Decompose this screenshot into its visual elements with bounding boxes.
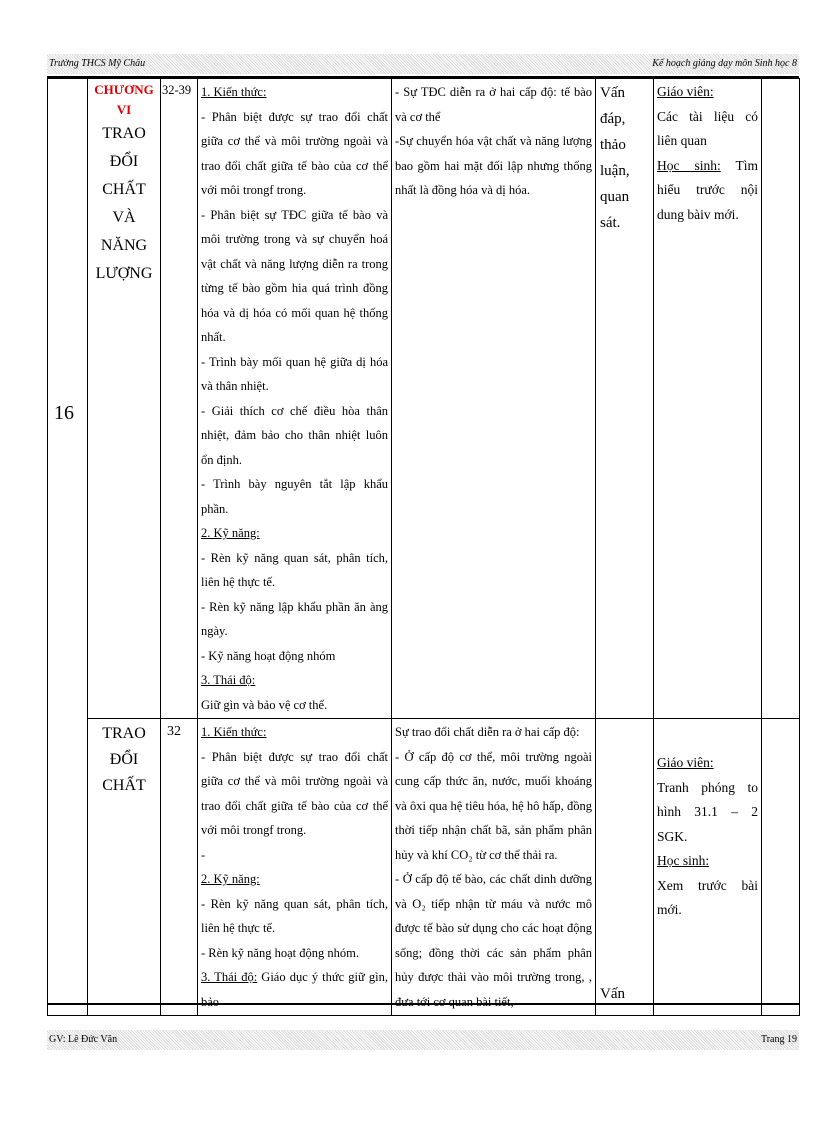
content-item: -Sự chuyển hóa vật chất và năng lượng bao gồm hai mặt đối lập nhưng thống nhất là đồng hóa và dị hóa.	[395, 134, 592, 197]
content-cell	[392, 719, 596, 1016]
teacher-name: GV: Lê Đức Văn	[49, 1034, 118, 1045]
table-row	[48, 719, 800, 1016]
attitude-heading: 3. Thái độ:	[201, 673, 256, 687]
teacher-label: Giáo viên:	[657, 84, 714, 99]
method-word: đáp,	[600, 111, 626, 127]
methods-cell: Vấn	[596, 719, 654, 1016]
content-item: - Ở cấp độ cơ thể, môi trường ngoài cung cấp thức ăn, nước, muối khoáng và ôxi qua hệ tiêu hóa, hệ hô hấp, đồng thời tiếp nhận chất bã, sản phẩm phân hủy và khí CO₂ từ cơ thể thải ra.	[395, 749, 592, 862]
student-prep	[657, 154, 758, 228]
teacher-prep: Các tài liệu có liên quan	[657, 108, 758, 148]
student-label: Học sinh:	[657, 853, 710, 868]
knowledge-heading: 1. Kiến thức:	[201, 85, 267, 99]
methods-cell	[596, 79, 654, 719]
table-row	[48, 79, 800, 719]
skill-item: - Rèn kỹ năng hoạt động nhóm.	[201, 945, 359, 960]
method-word: luận,	[600, 163, 630, 179]
knowledge-item: - Trình bày nguyên tắt lập khẩu phần.	[201, 477, 388, 516]
period-range: 32	[161, 719, 198, 1016]
objectives-cell	[198, 719, 392, 1016]
student-label: Học sinh:	[657, 157, 721, 173]
attitude-heading: 3. Thái độ:	[201, 970, 258, 984]
knowledge-item: - Giải thích cơ chế điều hòa thân nhiệt, đảm bảo cho thân nhiệt luôn ổn định.	[201, 403, 388, 467]
method-word: Vấn	[600, 85, 625, 101]
method-word: sát.	[600, 215, 621, 231]
preparation-cell	[654, 79, 762, 719]
objectives-cell	[198, 79, 392, 719]
knowledge-item: -	[201, 847, 206, 862]
knowledge-item: - Phân biệt được sự trao đổi chất giữa cơ thể và môi trường ngoài và trao đổi chất giữa tế bào của cơ thể với môi trongf trong.	[201, 109, 388, 197]
knowledge-item: - Trình bày mối quan hệ giữa dị hóa và thân nhiệt.	[201, 354, 388, 393]
attitude-text: Giáo dục ý thức giữ gìn, bảo	[201, 970, 388, 1009]
chapter-title-line: CHẤT VÀ	[102, 181, 146, 226]
student-prep-text: Tìm hiểu trước nội dung bàiv mới.	[657, 157, 758, 222]
chapter-title-line: NĂNG	[100, 237, 148, 254]
period-range: 32-39	[161, 79, 198, 719]
skill-item: - Kỹ năng hoạt động nhóm	[201, 648, 336, 663]
teacher-label: Giáo viên:	[657, 755, 714, 770]
knowledge-item: - Phân biệt được sự trao đổi chất giữa cơ thể và môi trường ngoài và trao đổi chất giữa tế bào của cơ thể với môi trongf trong.	[201, 749, 388, 837]
skill-item: - Rèn kỹ năng quan sát, phân tích, liên hệ thực tế.	[201, 550, 388, 589]
content-item: - Sự TĐC diễn ra ở hai cấp độ: tế bào và cơ thể	[395, 85, 592, 124]
chapter-cell	[88, 79, 161, 719]
chapter-cell	[88, 719, 161, 1016]
content-item: - Ở cấp độ tế bào, các chất dinh dưỡng và O₂ tiếp nhận từ máu và nước mô được tế bào sử dụng cho các hoạt động sống; đồng thời các sản phẩm phân hủy được thải vào môi trường trong, , đưa tới cơ quan bài tiết,	[395, 872, 592, 1009]
skills-heading: 2. Kỹ năng:	[201, 872, 260, 886]
student-prep: Xem trước bài mới.	[657, 877, 758, 917]
skills-heading: 2. Kỹ năng:	[201, 526, 260, 540]
attitude-text: Giữ gìn và bảo vệ cơ thể.	[201, 697, 328, 712]
notes-cell	[762, 79, 800, 719]
page-number: Trang 19	[760, 1034, 797, 1045]
knowledge-heading: 1. Kiến thức:	[201, 725, 267, 739]
chapter-title-line: TRAO ĐỔI	[102, 125, 146, 170]
chapter-title-line: CHẤT	[102, 777, 146, 794]
footer-rule	[47, 1003, 799, 1005]
content-item: Sự trao đổi chất diễn ra ở hai cấp độ:	[395, 725, 580, 739]
skill-item: - Rèn kỹ năng lập khẩu phần ăn àng ngày.	[201, 599, 388, 638]
content-cell	[392, 79, 596, 719]
lesson-plan-table	[47, 78, 800, 1016]
school-name: Trường THCS Mỹ Châu	[49, 58, 146, 69]
knowledge-item: - Phân biệt sự TĐC giữa tế bào và môi trường trong và sự chuyển hoá vật chất và năng lượng diễn ra trong từng tế bào gồm hia quá trình đồng hóa và dị hóa có mối quan hệ thống nhất.	[201, 207, 388, 344]
page-header	[47, 54, 799, 74]
method-word: quan	[600, 189, 630, 205]
page-footer	[47, 1030, 799, 1050]
method-word: thảo	[600, 137, 626, 153]
plan-title: Kế hoạch giảng dạy môn Sinh học 8	[652, 58, 797, 69]
skill-item: - Rèn kỹ năng quan sát, phân tích, liên hệ thực tế.	[201, 896, 388, 935]
chapter-title-line: TRAO ĐỔI	[102, 725, 146, 768]
week-number: 16	[48, 79, 88, 1016]
preparation-cell	[654, 719, 762, 1016]
chapter-label: CHƯƠNG VI	[94, 82, 154, 117]
notes-cell	[762, 719, 800, 1016]
teacher-prep: Tranh phóng to hình 31.1 – 2 SGK.	[657, 779, 758, 844]
chapter-title-line: LƯỢNG	[95, 265, 153, 282]
